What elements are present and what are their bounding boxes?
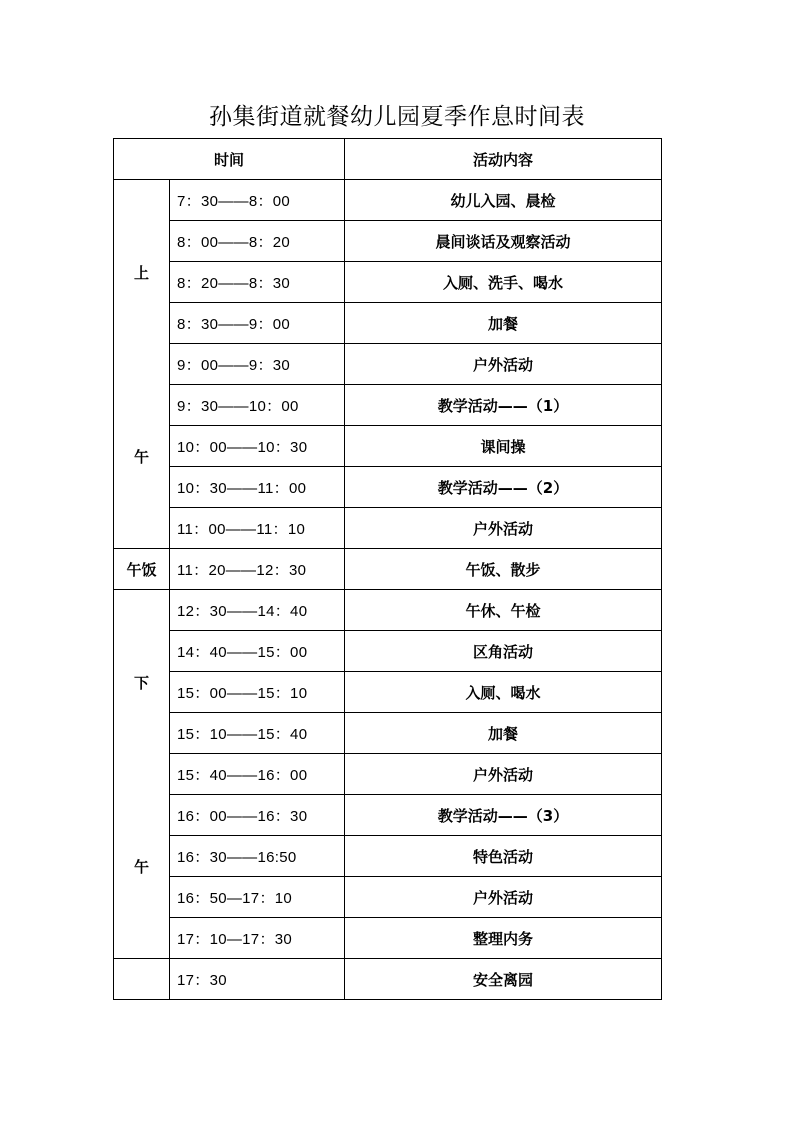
schedule-row: [114, 795, 662, 836]
time-cell: 14：40——15：00: [170, 631, 345, 672]
schedule-row: [114, 754, 662, 795]
time-cell: 10：00——10：30: [170, 426, 345, 467]
activity-cell: 加餐: [345, 713, 662, 754]
activity-cell: 教学活动——（3）: [345, 795, 662, 836]
activity-cell: 户外活动: [345, 877, 662, 918]
schedule-row: [114, 836, 662, 877]
time-cell: 15：00——15：10: [170, 672, 345, 713]
period-morning-bottom-label: 午: [133, 447, 149, 466]
activity-cell: 入厕、洗手、喝水: [345, 262, 662, 303]
time-cell: 15：40——16：00: [170, 754, 345, 795]
activity-cell: 入厕、喝水: [345, 672, 662, 713]
time-cell: 17：30: [170, 959, 345, 1000]
time-cell: 16：30——16:50: [170, 836, 345, 877]
schedule-row: [114, 385, 662, 426]
schedule-row: [114, 959, 662, 1000]
schedule-row: [114, 713, 662, 754]
period-afternoon: [114, 590, 170, 959]
activity-cell: 课间操: [345, 426, 662, 467]
time-cell: 7：30——8：00: [170, 180, 345, 221]
schedule-row: [114, 262, 662, 303]
period-afternoon-top-label: 下: [133, 673, 149, 692]
schedule-table: [113, 138, 662, 1000]
time-cell: 12：30——14：40: [170, 590, 345, 631]
time-header: 时间: [114, 139, 345, 180]
activity-cell: 户外活动: [345, 344, 662, 385]
activity-cell: 区角活动: [345, 631, 662, 672]
schedule-row: [114, 221, 662, 262]
activity-cell: 特色活动: [345, 836, 662, 877]
activity-cell: 整理内务: [345, 918, 662, 959]
time-cell: 9：00——9：30: [170, 344, 345, 385]
schedule-row: [114, 180, 662, 221]
time-cell: 8：20——8：30: [170, 262, 345, 303]
activity-cell: 教学活动——（1）: [345, 385, 662, 426]
time-cell: 16：50—17：10: [170, 877, 345, 918]
schedule-row: [114, 918, 662, 959]
header-row: [114, 139, 662, 180]
period-morning: [114, 180, 170, 549]
schedule-row: [114, 508, 662, 549]
schedule-row: [114, 344, 662, 385]
schedule-row: [114, 426, 662, 467]
schedule-row: [114, 549, 662, 590]
activity-cell: 幼儿入园、晨检: [345, 180, 662, 221]
time-cell: 8：00——8：20: [170, 221, 345, 262]
period-empty: [114, 959, 170, 1000]
activity-cell: 户外活动: [345, 508, 662, 549]
schedule-row: [114, 303, 662, 344]
time-cell: 11：00——11：10: [170, 508, 345, 549]
schedule-row: [114, 590, 662, 631]
activity-cell: 安全离园: [345, 959, 662, 1000]
activity-cell: 午休、午检: [345, 590, 662, 631]
schedule-row: [114, 672, 662, 713]
activity-cell: 教学活动——（2）: [345, 467, 662, 508]
period-lunch: 午饭: [114, 549, 170, 590]
schedule-row: [114, 631, 662, 672]
time-cell: 10：30——11：00: [170, 467, 345, 508]
time-cell: 9：30——10：00: [170, 385, 345, 426]
activity-cell: 晨间谈话及观察活动: [345, 221, 662, 262]
time-cell: 17：10—17：30: [170, 918, 345, 959]
time-cell: 15：10——15：40: [170, 713, 345, 754]
period-afternoon-bottom-label: 午: [133, 857, 149, 876]
time-cell: 16：00——16：30: [170, 795, 345, 836]
activity-cell: 户外活动: [345, 754, 662, 795]
time-cell: 8：30——9：00: [170, 303, 345, 344]
activity-cell: 加餐: [345, 303, 662, 344]
schedule-row: [114, 467, 662, 508]
activity-cell: 午饭、散步: [345, 549, 662, 590]
document-title: 孙集街道就餐幼儿园夏季作息时间表: [209, 104, 585, 130]
period-morning-top-label: 上: [133, 263, 149, 282]
time-cell: 11：20——12：30: [170, 549, 345, 590]
schedule-row: [114, 877, 662, 918]
activity-header: 活动内容: [345, 139, 662, 180]
